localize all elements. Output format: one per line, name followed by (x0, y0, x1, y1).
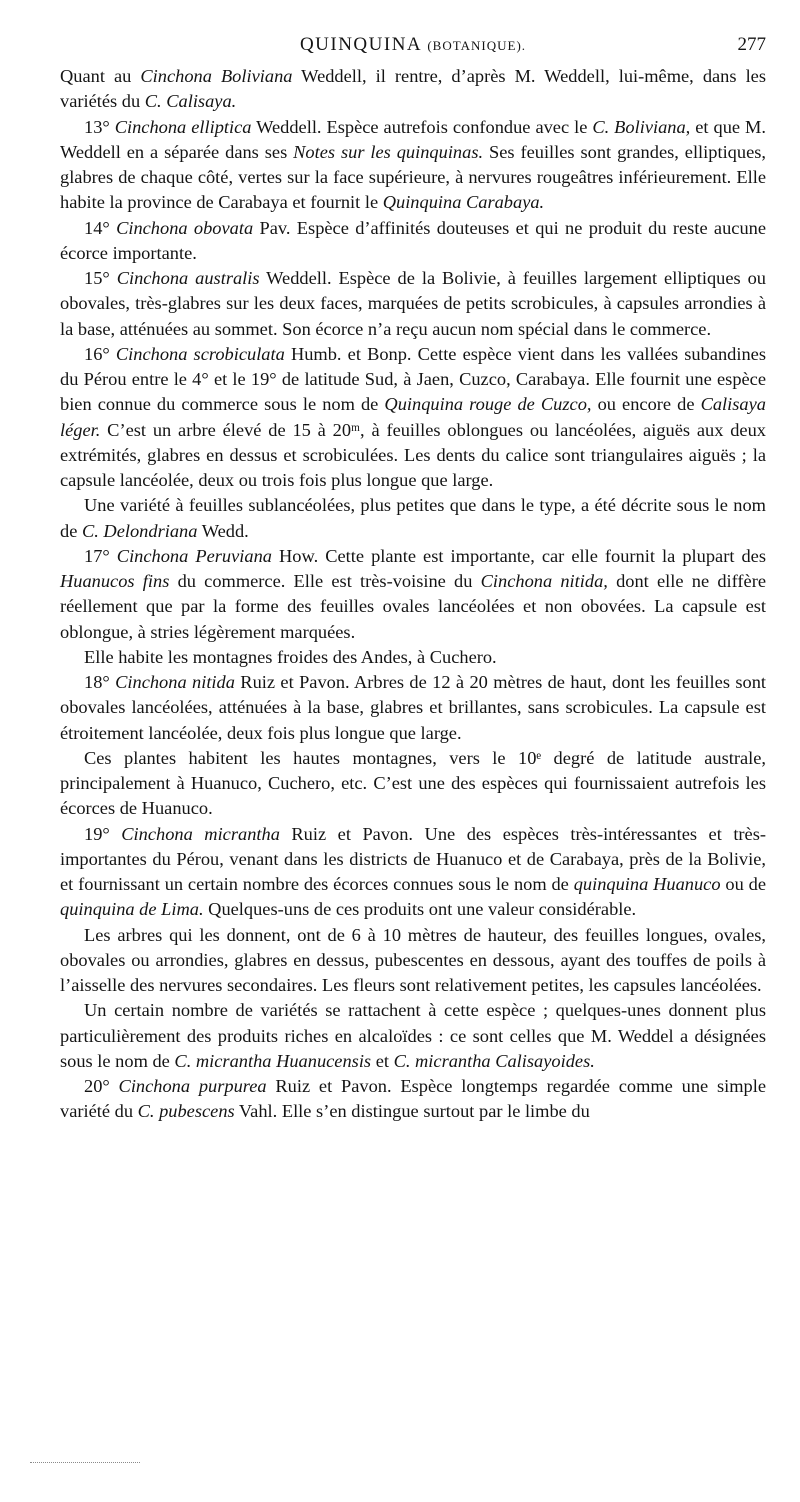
italic-text: Cinchona elliptica (114, 116, 252, 137)
text-run: et (371, 1050, 394, 1071)
italic-text: C. pubescens (137, 1101, 235, 1122)
text-run: Vahl. Elle s’en distingue surtout par le limbe du (234, 1101, 590, 1122)
italic-text: Quinquina Carabaya. (382, 192, 545, 213)
text-run: Pav. Espèce d’affinités douteuses et qui ne produit du reste aucune écorce importante. (60, 217, 767, 263)
text-run: Ruiz et Pavon. Espèce longtemps regardée comme une simple variété du (60, 1076, 767, 1122)
italic-text: Notes sur les quinquinas. (293, 141, 484, 162)
text-run: Weddell. Espèce de la Bolivie, à feuilles largement elliptiques ou obovales, très-glabres sur les deux faces, marquées de petits scrobicules, à capsules arrondies à la base, atténuées au sommet. Son écorce n’a reçu aucun nom spécial dans le commerce. (60, 268, 767, 339)
italic-text: Cinchona nitida, (480, 571, 608, 591)
italic-text: Cinchona obovata (116, 217, 254, 238)
text-run: 18° (84, 672, 116, 692)
paragraph-p16 (60, 342, 766, 494)
italic-text: Cinchona micrantha (121, 823, 280, 844)
italic-text: C. Calisaya. (144, 91, 237, 112)
text-run: Ses feuilles sont grandes, elliptiques, glabres de chaque côté, vertes sur la face supérieure, à nervures rougeâtres inférieurement. Elle habite la province de Carabaya et fournit le (60, 141, 766, 213)
text-run: ou de (720, 874, 766, 894)
paragraph-p16b (60, 493, 766, 544)
italic-text: Cinchona purpurea (118, 1076, 267, 1096)
italic-text: Quinquina rouge de Cuzco, (384, 394, 592, 415)
paragraph-p15 (60, 266, 766, 342)
text-run: Un certain nombre de variétés se rattachent à cette espèce ; quelques-unes donnent plus particulièrement des produits riches en alcaloïdes : ce sont celles que M. Weddel a désignées sous le nom de (60, 1000, 766, 1071)
text-run: Quelques-uns de ces produits ont une valeur considérable. (203, 899, 637, 920)
text-run: Ruiz et Pavon. Arbres de 12 à 20 mètres de haut, dont les feuilles sont obovales lancéolées, atténuées à la base, glabres et brillantes, sans scrobicules. La capsule est étroitement lancéolée, deux fois plus longue que large. (60, 672, 767, 743)
body-text (60, 64, 766, 1125)
document-page (60, 30, 766, 1125)
italic-text: quinquina Huanuco (573, 874, 721, 894)
text-run: Quant au (60, 66, 141, 86)
text-run: et que M. Weddell en a séparée dans ses (60, 116, 766, 162)
text-run: dont elle ne diffère réellement que par la forme des feuilles ovales lancéolées et non obovées. La capsule est oblongue, à stries légèrement marquées. (60, 571, 766, 642)
paragraph-p20 (60, 1074, 766, 1125)
text-run: Weddell. Espèce autrefois confondue avec le (251, 116, 593, 137)
italic-text: C. Delondriana (81, 520, 198, 541)
paragraph-p19 (60, 822, 766, 923)
running-title-main: QUINQUINA (299, 34, 422, 55)
text-run: Ruiz et Pavon. Une des espèces très-intéressantes et très-importantes du Pérou, venant dans les districts de Huanuco et de Carabaya, près de la Bolivie, et fournissant un certain nombre des écorces connues sous le nom de (60, 823, 767, 894)
italic-text: Cinchona Boliviana (140, 66, 293, 86)
text-run: Humb. et Bonp. Cette espèce vient dans les vallées subandines du Pérou entre le 4° et le 19° de latitude Sud, à Jaen, Cuzco, Carabaya. Elle fournit une espèce bien connue du commerce sous le nom de (60, 343, 766, 415)
text-run: 16° (84, 343, 116, 364)
paragraph-p13 (60, 115, 766, 216)
text-run: 15° (84, 268, 117, 288)
text-run: 13° (84, 116, 115, 137)
text-run: Les arbres qui les donnent, ont de 6 à 10 mètres de hauteur, des feuilles longues, ovales, obovales ou arrondies, glabres en dessus, pubescentes en dessous, ayant des touffes de poils à l’aisselle des nervures secondaires. Les fleurs sont relativement petites, les capsules lancéolées. (60, 924, 766, 995)
paragraph-p19c (60, 998, 766, 1074)
italic-text: quinquina de Lima. (60, 899, 204, 920)
text-run: 14° (84, 217, 117, 238)
italic-text: Cinchona australis (116, 268, 260, 288)
text-run: Weddell, il rentre, d’après M. Weddell, lui-même, dans les variétés du (60, 66, 767, 112)
text-run: Elle habite les montagnes froides des Andes, à Cuchero. (84, 646, 497, 667)
italic-text: Huanucos fins (60, 571, 170, 591)
running-title (60, 30, 766, 61)
italic-text: C. micrantha Calisayoides. (393, 1050, 595, 1071)
text-run: ou encore de (591, 394, 701, 415)
text-run: du commerce. Elle est très-voisine du (169, 571, 481, 591)
page-number: 277 (737, 34, 766, 55)
italic-text: Cinchona Peruviana (116, 545, 272, 566)
paragraph-p18 (60, 670, 766, 746)
text-run: Une variété à feuilles sublancéolées, plus petites que dans le type, a été décrite sous le nom de (60, 495, 766, 541)
text-run: Wedd. (197, 520, 249, 541)
paragraph-p19b (60, 923, 766, 999)
text-run: C’est un arbre élevé de 15 à 20ᵐ, à feuilles oblongues ou lancéolées, aiguës aux deux extrémités, glabres en dessus et scrobiculées. Les dents du calice sont triangulaires aiguës ; la capsule lancéolée, deux ou trois fois plus longue que large. (60, 419, 766, 490)
running-head (60, 30, 766, 60)
paragraph-p14 (60, 216, 766, 267)
paragraph-p17 (60, 544, 766, 645)
paragraph-p0 (60, 64, 766, 115)
italic-text: Calisaya léger. (60, 394, 766, 440)
paragraph-p17b (60, 645, 766, 670)
italic-text: C. Boliviana, (592, 116, 691, 137)
text-run: How. Cette plante est importante, car elle fournit la plupart des (271, 545, 766, 566)
paragraph-p18b (60, 746, 766, 822)
text-run: 19° (84, 823, 122, 844)
italic-text: Cinchona scrobiculata (115, 343, 285, 364)
text-run: Ces plantes habitent les hautes montagnes, vers le 10ᵉ degré de latitude australe, principalement à Huanuco, Cuchero, etc. C’est une des espèces qui fournissaient autrefois les écorces de Huanuco. (60, 747, 766, 819)
italic-text: C. micrantha Huanucensis (174, 1050, 372, 1071)
footer-rule (30, 1462, 140, 1463)
italic-text: Cinchona nitida (115, 672, 235, 692)
running-title-subtitle: (BOTANIQUE). (427, 38, 527, 53)
text-run: 17° (84, 545, 117, 566)
text-run: 20° (84, 1076, 119, 1096)
